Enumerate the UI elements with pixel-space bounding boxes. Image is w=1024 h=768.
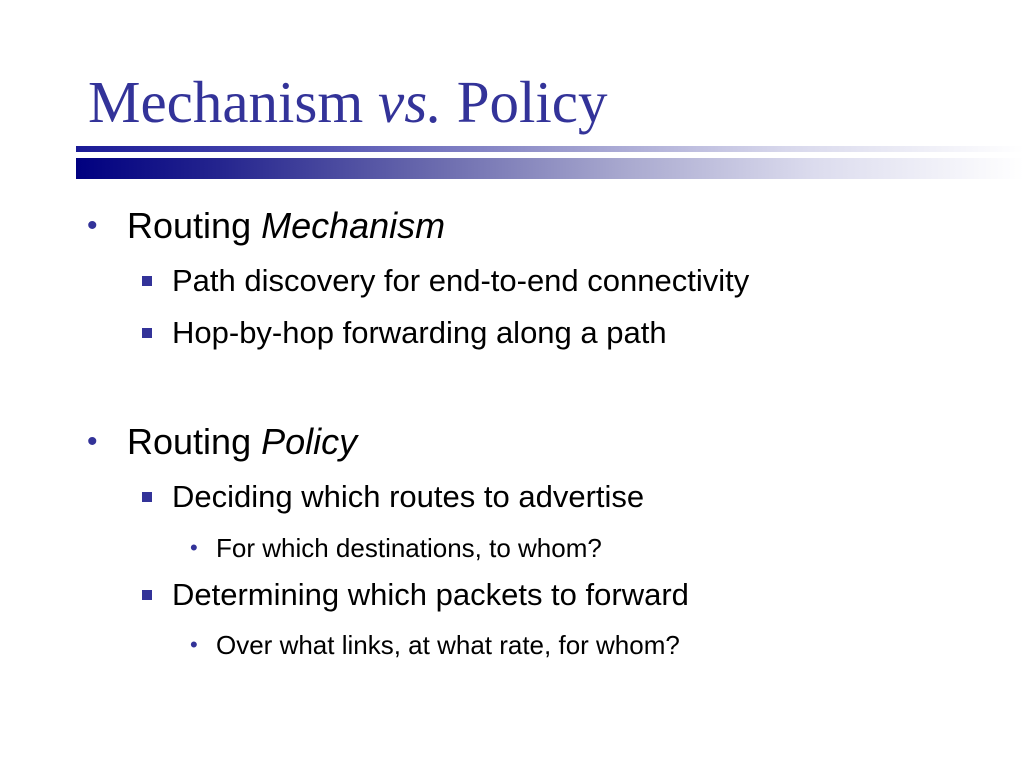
title-underline-thin (76, 146, 1024, 152)
bullet-emphasis: Policy (261, 421, 358, 462)
title-part-vs: vs. (378, 69, 442, 135)
round-bullet-icon: • (190, 535, 198, 560)
sub-bullet-text: Deciding which routes to advertise (172, 479, 645, 514)
bullet-emphasis: Mechanism (261, 205, 446, 246)
slide-title (88, 66, 607, 138)
round-bullet-icon: • (87, 425, 98, 458)
title-part-mechanism: Mechanism (88, 69, 379, 135)
bullet-routing-policy (87, 420, 358, 464)
round-bullet-icon: • (87, 209, 98, 242)
sub-sub-bullet-text: For which destinations, to whom? (216, 533, 602, 563)
round-bullet-icon: • (190, 632, 198, 657)
sub-bullet-determining-packets (172, 576, 689, 614)
square-bullet-icon (142, 492, 152, 502)
title-underline-thick (76, 158, 1024, 179)
sub-bullet-path-discovery (172, 262, 749, 300)
square-bullet-icon (142, 590, 152, 600)
square-bullet-icon (142, 328, 152, 338)
sub-sub-bullet-text: Over what links, at what rate, for whom? (216, 630, 680, 660)
bullet-prefix: Routing (127, 421, 262, 462)
sub-sub-bullet-links-rate (190, 629, 680, 661)
bullet-prefix: Routing (127, 205, 262, 246)
sub-bullet-text: Path discovery for end-to-end connectivity (172, 263, 750, 298)
sub-bullet-hop-by-hop (172, 314, 667, 352)
bullet-routing-mechanism (87, 204, 446, 248)
sub-sub-bullet-destinations (190, 532, 602, 564)
title-part-policy: Policy (441, 69, 608, 135)
sub-bullet-text: Determining which packets to forward (172, 577, 689, 612)
sub-bullet-deciding-routes (172, 478, 644, 516)
sub-bullet-text: Hop-by-hop forwarding along a path (172, 315, 667, 350)
square-bullet-icon (142, 276, 152, 286)
